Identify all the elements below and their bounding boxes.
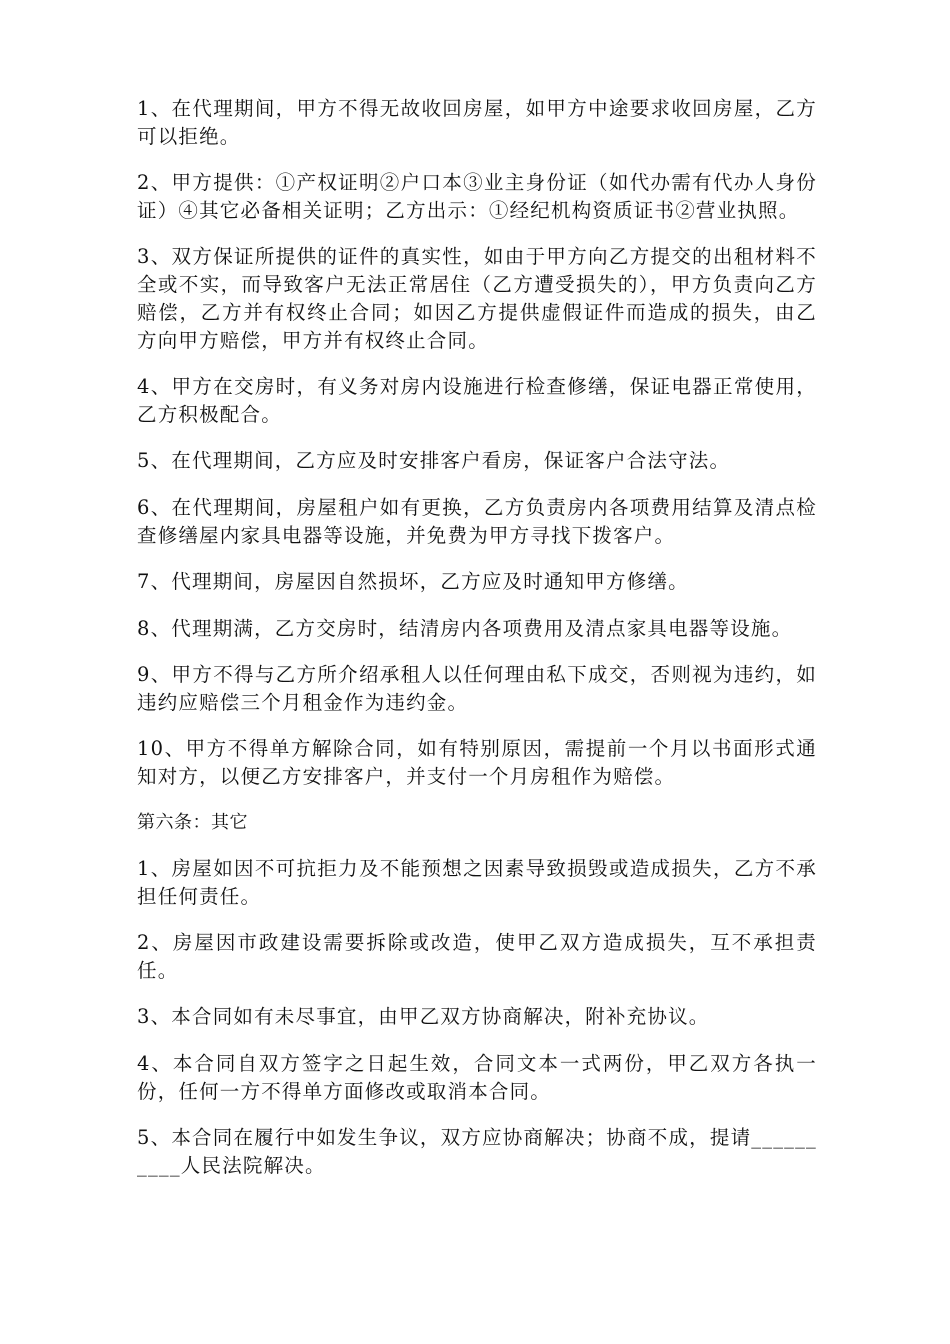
document-body [137,95,817,1198]
clause-paragraph: 5、本合同在履行中如发生争议，双方应协商解决；协商不成，提请__________人民法院解决。 [137,1126,817,1177]
clause-paragraph: 9、甲方不得与乙方所介绍承租人以任何理由私下成交，否则视为违约，如违约应赔偿三个月租金作为违约金。 [137,663,817,714]
clause-paragraph: 2、房屋因市政建设需要拆除或改造，使甲乙双方造成损失，互不承担责任。 [137,931,817,982]
clause-paragraph: 3、双方保证所提供的证件的真实性，如由于甲方向乙方提交的出租材料不全或不实，而导致客户无法正常居住（乙方遭受损失的），甲方负责向乙方赔偿，乙方并有权终止合同；如因乙方提供虚假证件而造成的损失，由乙方向甲方赔偿，甲方并有权终止合同。 [137,245,817,352]
clause-paragraph: 4、本合同自双方签字之日起生效，合同文本一式两份，甲乙双方各执一份，任何一方不得单方面修改或取消本合同。 [137,1052,817,1103]
clause-paragraph: 1、房屋如因不可抗拒力及不能预想之因素导致损毁或造成损失，乙方不承担任何责任。 [137,857,817,908]
clause-paragraph: 4、甲方在交房时，有义务对房内设施进行检查修缮，保证电器正常使用，乙方积极配合。 [137,375,817,426]
clause-paragraph: 5、在代理期间，乙方应及时安排客户看房，保证客户合法守法。 [137,449,731,472]
section-heading: 第六条：其它 [137,812,248,833]
clause-paragraph: 6、在代理期间，房屋租户如有更换，乙方负责房内各项费用结算及清点检查修缮屋内家具电器等设施，并免费为甲方寻找下拨客户。 [137,496,817,547]
clause-paragraph: 10、甲方不得单方解除合同，如有特别原因，需提前一个月以书面形式通知对方，以便乙方安排客户，并支付一个月房租作为赔偿。 [137,737,817,788]
clause-paragraph: 8、代理期满，乙方交房时，结清房内各项费用及清点家具电器等设施。 [137,617,793,640]
clause-paragraph: 7、代理期间，房屋因自然损坏，乙方应及时通知甲方修缮。 [137,570,689,593]
clause-paragraph: 2、甲方提供：①产权证明②户口本③业主身份证（如代办需有代办人身份证）④其它必备相关证明；乙方出示：①经纪机构资质证书②营业执照。 [137,171,817,222]
clause-paragraph: 3、本合同如有未尽事宜，由甲乙双方协商解决，附补充协议。 [137,1005,710,1028]
clause-paragraph: 1、在代理期间，甲方不得无故收回房屋，如甲方中途要求收回房屋，乙方可以拒绝。 [137,97,817,148]
